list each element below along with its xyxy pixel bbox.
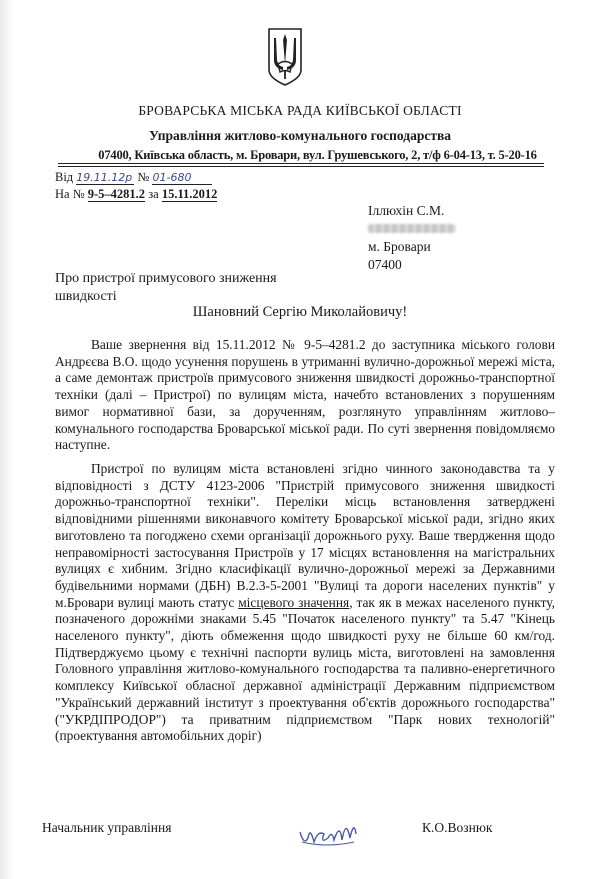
reference-date: 15.11.2012 (161, 187, 218, 201)
signer-position: Начальник управління (42, 820, 172, 835)
handwritten-signature (296, 812, 360, 850)
body-text-2 (55, 461, 555, 745)
body-text-2a: Пристрої по вулицям міста встановлені згідно чинного законодавства та у відповідності з ДСТУ 4123-2006 "Пристрій примусового зниження швидкості дорожньо-транспортної техніки". Переліки місць встановлення затверджені відповідними рішеннями виконавчого комітету Броварської міської ради, згідно яких виготовлено та погоджено схеми організації дорожнього руху. Ваше твердження щодо неправомірності застосування Пристроїв у 17 місцях встановлення на магістральних вулицях є хибним. Згідно класифікації вулично-дорожньої мережі за Державними будівельними нормами (ДБН) В.2.3-5-2001 "Вулиці та дороги населених пунктів" у м.Бровари вулиці мають статус (55, 461, 555, 610)
salutation: Шановний Сергію Миколайовичу! (192, 304, 408, 320)
body-emphasis-local-significance: місцевого значення (238, 594, 350, 610)
council-name: БРОВАРСЬКА МІСЬКА РАДА КИЇВСЬКОЇ ОБЛАСТІ (138, 103, 462, 118)
from-label: Від (55, 170, 74, 184)
letter-body-paragraph-2 (55, 461, 555, 745)
reference-label: На № (55, 187, 85, 201)
letterhead-rule (58, 163, 544, 164)
signer-name: К.О.Вознюк (422, 820, 493, 835)
recipient-street-redacted (368, 224, 456, 233)
reference-registration (55, 187, 217, 202)
recipient-postcode: 07400 (368, 257, 402, 272)
recipient-city: м. Бровари (368, 239, 431, 254)
letterhead-address: 07400, Київська область, м. Бровари, вул. Грушевського, 2, т/ф 6-04-13, т. 5-20-16 (98, 148, 537, 162)
letter-subject: Про пристрої примусового зниження швидкості (55, 271, 277, 304)
body-text-1: Ваше звернення від 15.11.2012 № 9-5–4281.2 до заступника міського голови Андрєєва В.О. щодо усунення порушень в утриманні вулично-дорожньої мережі міста, а саме демонтаж пристроїв примусового зниження швидкості дорожньо-транспортної техніки (далі – Пристрої) по вулицям міста, начебто встановлених з порушенням вимог нормативної бази, за дорученням, розглянуто управлінням житлово–комунального господарства Броварської міської ради. По суті звернення повідомляємо наступне. (55, 337, 555, 453)
trident-emblem-icon (266, 26, 304, 88)
reference-date-label: за (148, 187, 159, 201)
from-date-handwritten: 19.11.12р (76, 171, 133, 184)
recipient-name: Іллюхін С.М. (368, 203, 445, 218)
outgoing-number-handwritten: 01-680 (152, 171, 192, 184)
outgoing-registration (55, 170, 212, 185)
number-label: № (137, 170, 150, 184)
department-name: Управління житлово-комунального господарства (148, 128, 452, 143)
letterhead-rule-second (58, 166, 544, 167)
body-text-2b: , так як в межах населеного пункту, позначеного дорожніми знаками 5.45 "Початок населеного пункту" та 5.47 "Кінець населеного пункту", діють обмеження щодо швидкості руху не більше 60 км/год. Підтверджуємо цьому є технічні паспорти вулиць міста, виготовлені на замовлення Головного управління житлово-комунального господарства та паливно-енергетичного комплексу Київської обласної державної адміністрації Державним підприємством "Український державний інститут з проектування об'єктів дорожнього господарства" ("УКРДІПРОДОР") та приватним підприємством "Парк нових технологій" (проектування автомобільних доріг) (55, 594, 555, 744)
reference-number: 9-5–4281.2 (87, 187, 146, 201)
letter-body-paragraph-1 (55, 337, 555, 454)
